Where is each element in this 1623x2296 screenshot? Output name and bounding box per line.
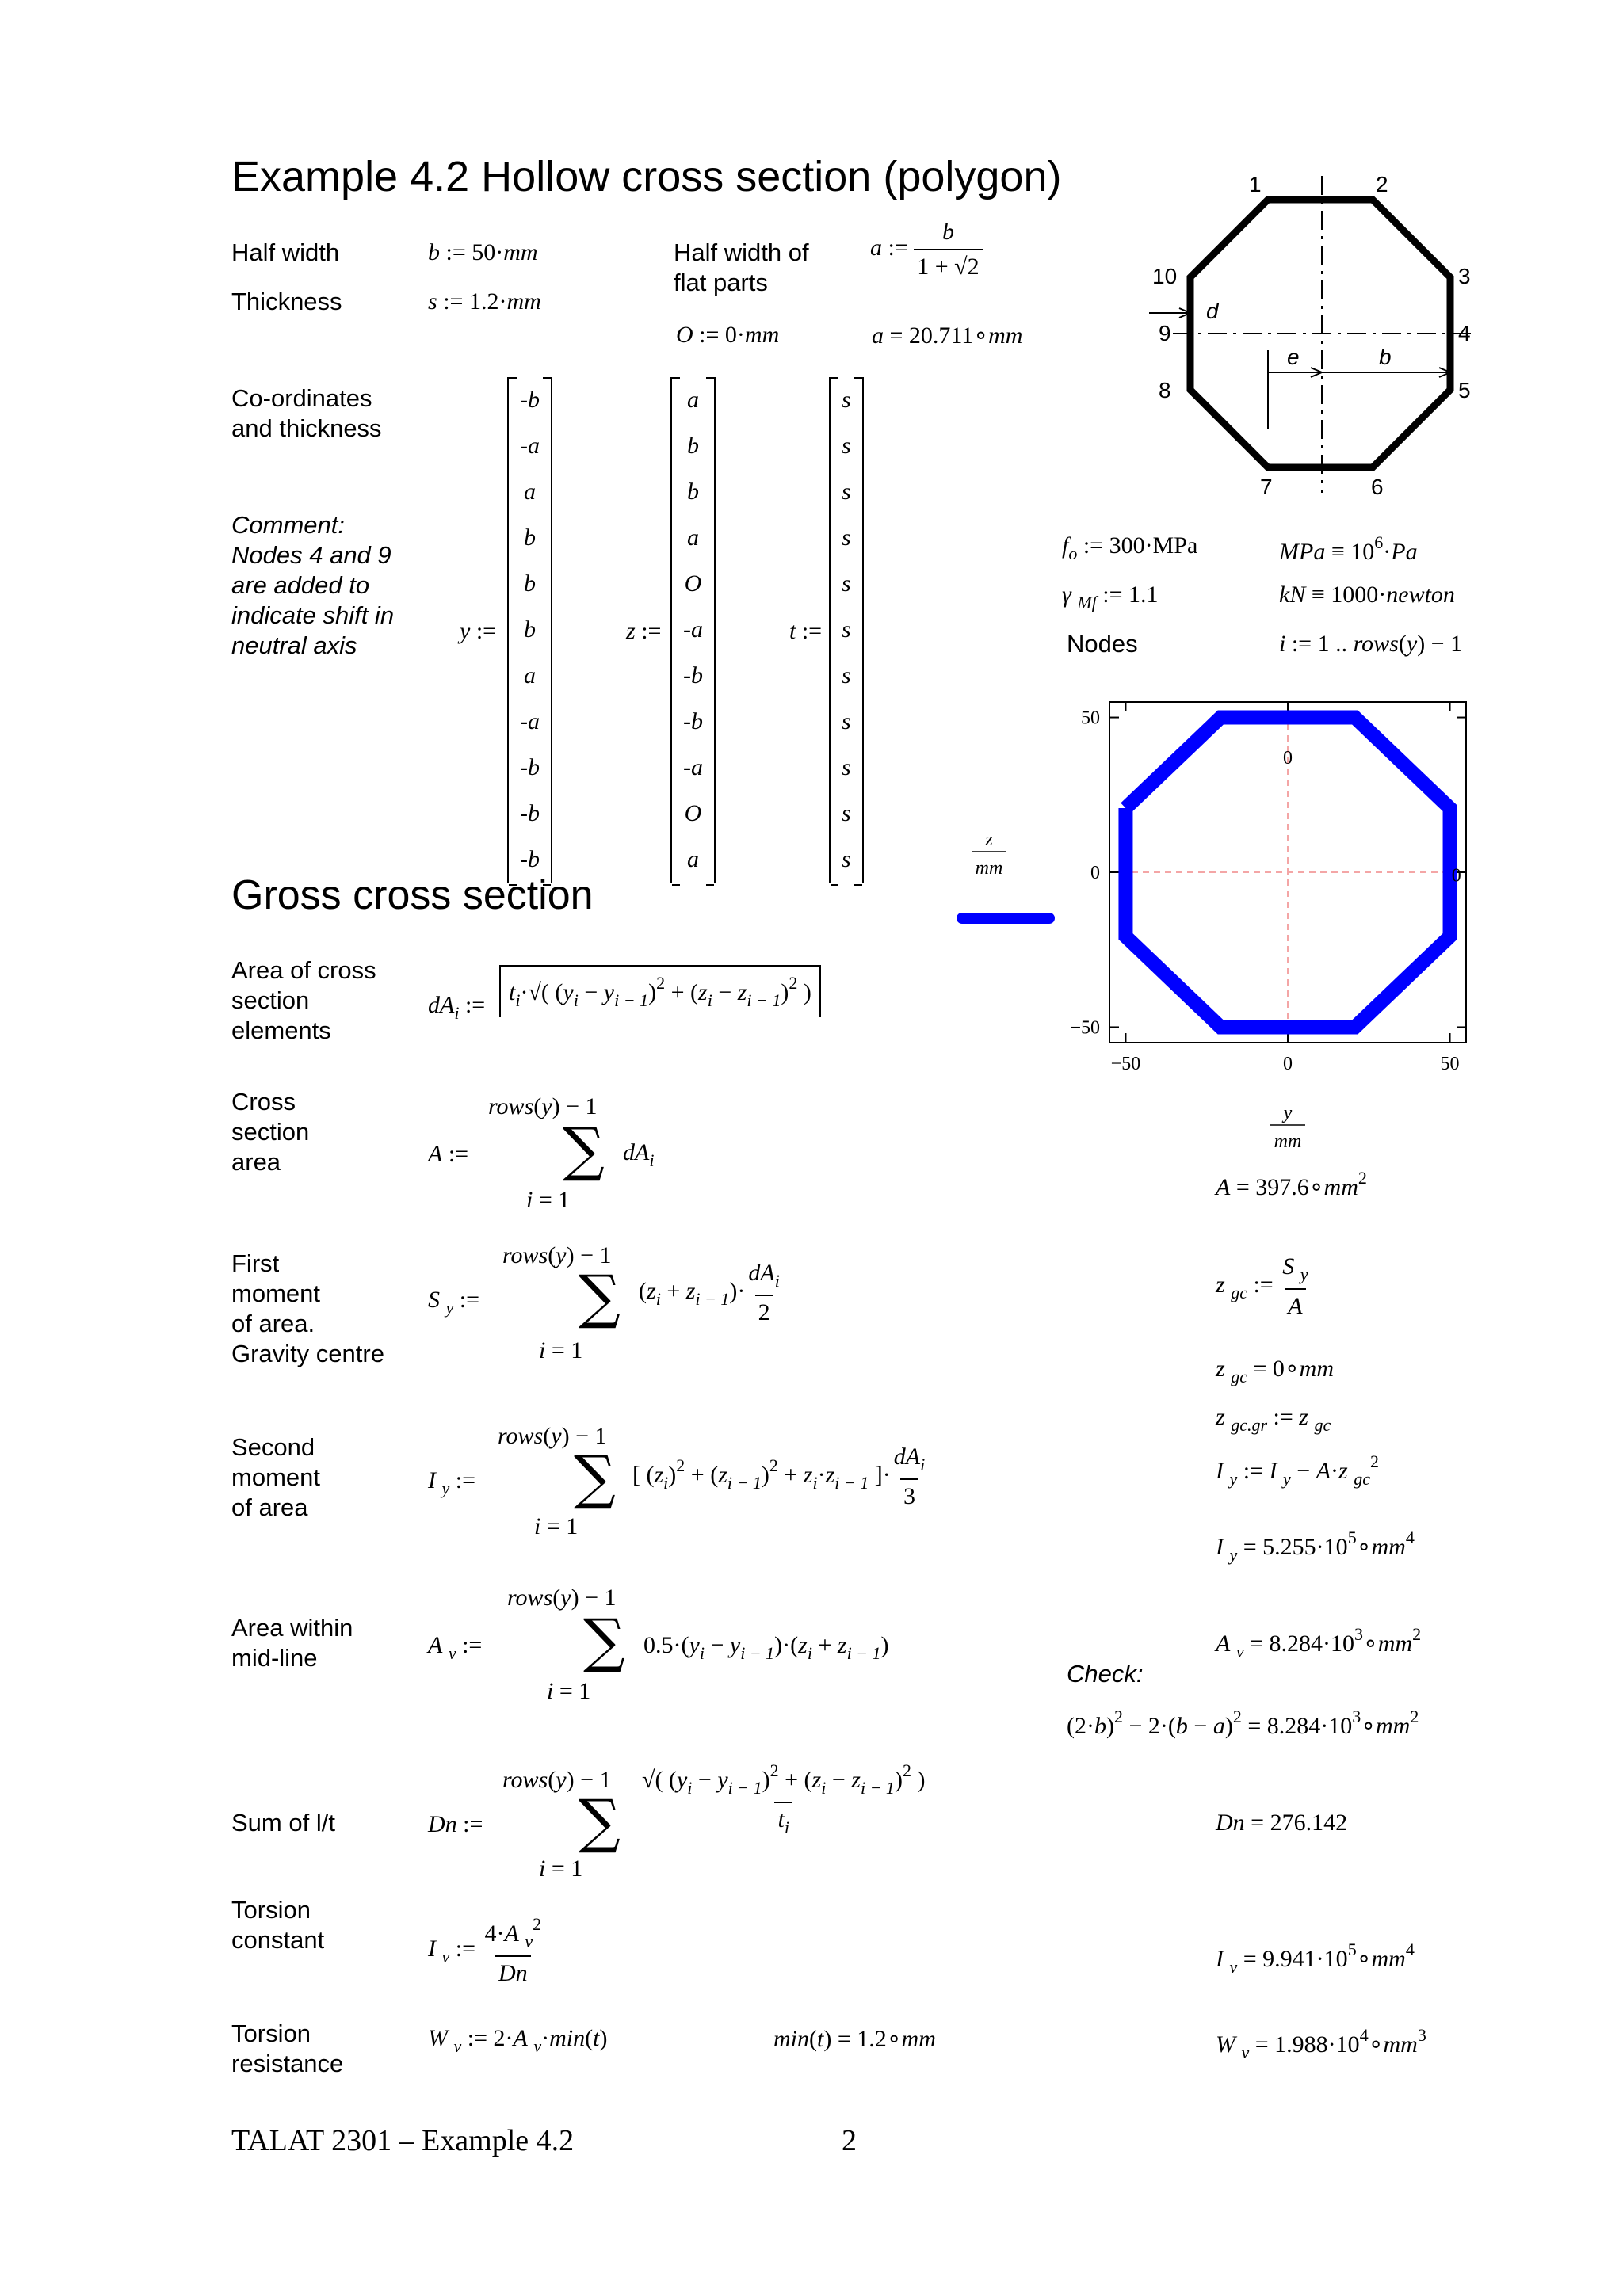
y-axis-label-den: mm: [975, 858, 1003, 879]
area-elements-label: Area of cross section elements: [231, 956, 376, 1044]
node-label: 1: [1249, 172, 1262, 196]
z-vector-entry: -a: [683, 616, 703, 643]
dim-label-b: b: [1379, 345, 1392, 369]
A-formula: A :=: [428, 1141, 469, 1167]
first-moment-label: First moment of area. Gravity centre: [231, 1249, 384, 1367]
t-vector: [829, 377, 864, 883]
x-tick-label: 0: [1283, 1054, 1293, 1074]
kn-definition: kN ≡ 1000·newton: [1279, 582, 1455, 608]
zgc-gr-formula: z $_{gc.gr}$ := z $_{gc}$: [1216, 1404, 1331, 1435]
Av-result: A $_v = 8.284\cdot 10^3\circ mm^2$: [1216, 1624, 1422, 1661]
Dn-result: Dn = 276.142: [1216, 1810, 1348, 1836]
min-t-result: min(t) = 1.2∘mm: [773, 2026, 936, 2052]
sum-lower-Iy: i = 1: [534, 1513, 579, 1539]
sum-lt-label: Sum of l/t: [231, 1809, 335, 1836]
cross-area-label: Cross section area: [231, 1088, 310, 1176]
z-vector-entry: a: [687, 846, 699, 872]
Sy-summand: $(z_i + z_{i - 1})\cdot$ $\frac{dA_i}{2}$: [639, 1260, 780, 1325]
y-vector-entry: b: [524, 616, 536, 643]
z-vector-entry: b: [687, 479, 699, 505]
mpa-definition: MPa ≡ $10^6\cdot Pa$: [1279, 532, 1418, 565]
sum-lower-Sy: i = 1: [539, 1337, 583, 1363]
sum-upper-Dn: rows(y) − 1: [502, 1767, 612, 1793]
inner-label: 0: [1283, 748, 1293, 769]
dA-formula: $dA_i$ :=: [428, 992, 486, 1023]
t-vector-entry: s: [842, 846, 851, 872]
dA-expression: $t_i\cdot√$( $(y_i - y_{i - 1})^2 + (z_i - z_{i - 1})^2$ ): [499, 965, 821, 1017]
a-value: a = 20.711∘mm: [872, 322, 1023, 349]
y-vector: [507, 377, 552, 883]
t-vector-entry: s: [842, 800, 851, 826]
y-vector-entry: -b: [520, 846, 540, 872]
node-label: 8: [1159, 378, 1171, 402]
z-vector-entry: O: [684, 570, 702, 597]
node-label: 9: [1159, 321, 1171, 345]
Sy-formula: S $_y$ :=: [428, 1287, 480, 1318]
y-vector-entry: b: [524, 570, 536, 597]
t-vector-entry: s: [842, 433, 851, 459]
footer-title: TALAT 2301 – Example 4.2: [231, 2124, 575, 2157]
node-label: 10: [1152, 264, 1178, 288]
b-definition: b := 50·mm: [428, 239, 538, 265]
area-within-label: Area within mid-line: [231, 1614, 353, 1672]
nodes-label: Nodes: [1067, 630, 1138, 658]
t-vector-label: t :=: [789, 618, 823, 644]
fo-definition: $f_o$ := 300·MPa: [1062, 532, 1198, 563]
y-vector-entry: -b: [520, 800, 540, 826]
sum-upper-Iy: rows(y) − 1: [498, 1423, 607, 1449]
t-vector-entry: s: [842, 387, 851, 413]
y-tick-label: 0: [1090, 863, 1100, 883]
Iy-formula: I $_y$ :=: [428, 1467, 476, 1498]
Av-formula: A $_v$ :=: [428, 1632, 483, 1663]
node-label: 6: [1371, 475, 1384, 499]
t-vector-entry: s: [842, 479, 851, 505]
thickness-label: Thickness: [231, 288, 342, 315]
zgc-formula: z $_{gc}$ := $\frac{S _y}{A}$: [1216, 1253, 1308, 1319]
y-vector-entry: -a: [520, 433, 540, 459]
x-axis-label-num: y: [1283, 1103, 1293, 1123]
t-vector-entry: s: [842, 662, 851, 688]
sum-upper-Av: rows(y) − 1: [507, 1585, 617, 1611]
octagon-plot: [951, 689, 1506, 1152]
t-vector-entry: s: [842, 616, 851, 643]
node-label: 4: [1458, 321, 1471, 345]
sum-upper-Sy: rows(y) − 1: [502, 1242, 612, 1268]
x-axis-label-den: mm: [1274, 1131, 1302, 1152]
page-title: Example 4.2 Hollow cross section (polygon): [231, 153, 1062, 200]
dim-label-d: d: [1206, 299, 1219, 323]
s-definition: s := 1.2·mm: [428, 288, 541, 315]
O-definition: O := 0·mm: [676, 322, 780, 348]
second-moment-label: Second moment of area: [231, 1433, 320, 1521]
t-vector-entry: s: [842, 708, 851, 734]
z-vector: [670, 377, 716, 883]
nodes-range: i := 1 .. rows(y) − 1: [1279, 631, 1463, 657]
Dn-summand: $\frac{√( (y_i - y_{i - 1})^2 + (z_i - z_{i - 1})^2 )}{t_i}$: [642, 1760, 926, 1837]
z-vector-entry: O: [684, 800, 702, 826]
check-label: Check:: [1067, 1660, 1144, 1688]
Av-summand: $0.5\cdot(y_i - y_{i - 1})\cdot(z_i + z_{i - 1})$: [643, 1632, 889, 1663]
node-label: 5: [1458, 378, 1471, 402]
sum-lower-Av: i = 1: [547, 1678, 591, 1704]
torsion-constant-label: Torsion constant: [231, 1896, 325, 1954]
Iv-result: I $_v = 9.941\cdot 10^5\circ mm^4$: [1216, 1939, 1415, 1977]
Iy-transfer: I $_y$ := I $_y$ − A·z $_{gc}^2$: [1216, 1451, 1379, 1489]
z-vector-entry: -a: [683, 754, 703, 780]
node-label: 7: [1260, 475, 1273, 499]
y-tick-label: 50: [1081, 707, 1100, 729]
sigma-symbol: ∑: [574, 1444, 616, 1512]
y-vector-entry: a: [524, 479, 536, 505]
dim-label-e: e: [1287, 345, 1300, 369]
x-tick-label: 50: [1440, 1054, 1460, 1074]
gross-section-heading: Gross cross section: [231, 872, 594, 918]
gamma-definition: γ $_{Mf}$ := 1.1: [1062, 582, 1159, 612]
y-vector-entry: -b: [520, 754, 540, 780]
Iy-summand: [ $(z_i)^2 + (z_{i - 1})^2 + z_i\cdot z_{i - 1}$ ]· $\frac{dA_i}{3}$: [632, 1444, 926, 1509]
zgc-result: z $_{gc}$ = 0∘mm: [1216, 1356, 1334, 1386]
half-width-flat-label: Half width of flat parts: [674, 238, 809, 296]
z-vector-entry: a: [687, 524, 699, 551]
Iv-formula: I $_v$ := $\frac{4\cdot A _v^2}{Dn}$: [428, 1914, 542, 1986]
t-vector-entry: s: [842, 754, 851, 780]
Iy-result: I $_y = 5.255\cdot 10^5\circ mm^4$: [1216, 1527, 1415, 1565]
sigma-symbol: ∑: [579, 1787, 621, 1855]
y-vector-entry: a: [524, 662, 536, 688]
node-label: 2: [1376, 172, 1388, 196]
t-vector-entry: s: [842, 570, 851, 597]
sum-lower-Dn: i = 1: [539, 1855, 583, 1882]
sum-upper-A: rows(y) − 1: [488, 1093, 598, 1119]
z-vector-entry: b: [687, 433, 699, 459]
y-axis-label-num: z: [985, 830, 993, 850]
y-vector-entry: -b: [520, 387, 540, 413]
coordinates-label: Co-ordinates and thickness: [231, 384, 382, 442]
check-formula: $(2\cdot b)^2 - 2\cdot(b - a)^2$ = $8.284\cdot 10^3\circ mm^2$: [1067, 1707, 1419, 1739]
t-vector-entry: s: [842, 524, 851, 551]
z-vector-label: z :=: [626, 618, 662, 644]
sigma-symbol: ∑: [583, 1607, 625, 1675]
y-vector-entry: -a: [520, 708, 540, 734]
A-result: $A = 397.6\circ mm^2$: [1216, 1168, 1367, 1200]
z-vector-entry: -b: [683, 708, 703, 734]
Wv-formula: W $_v$ := 2·A $_v$·min(t): [428, 2025, 608, 2056]
y-vector-entry: b: [524, 524, 536, 551]
Dn-formula: Dn :=: [428, 1811, 483, 1837]
sigma-symbol: ∑: [579, 1263, 621, 1331]
Wv-result: W $_v = 1.988\cdot 10^4\circ mm^3$: [1216, 2025, 1426, 2062]
half-width-label: Half width: [231, 238, 340, 266]
torsion-resistance-label: Torsion resistance: [231, 2019, 344, 2077]
z-vector-entry: a: [687, 387, 699, 413]
octagon-diagram: [1141, 168, 1498, 501]
sigma-symbol: ∑: [563, 1116, 605, 1184]
y-vector-label: y :=: [460, 618, 497, 644]
x-tick-label: −50: [1110, 1054, 1141, 1074]
sum-lower-A: i = 1: [526, 1187, 571, 1213]
A-summand: $dA_i$: [623, 1139, 655, 1170]
a-definition: a := $\frac{b}{1 + √2}$: [870, 219, 983, 280]
node-label: 3: [1458, 264, 1471, 288]
inner-label: 0: [1451, 865, 1461, 887]
comment-note: Comment: Nodes 4 and 9 are added to indicate shift in neutral axis: [231, 511, 395, 659]
page-number: 2: [842, 2124, 857, 2157]
y-tick-label: −50: [1070, 1017, 1100, 1039]
z-vector-entry: -b: [683, 662, 703, 688]
